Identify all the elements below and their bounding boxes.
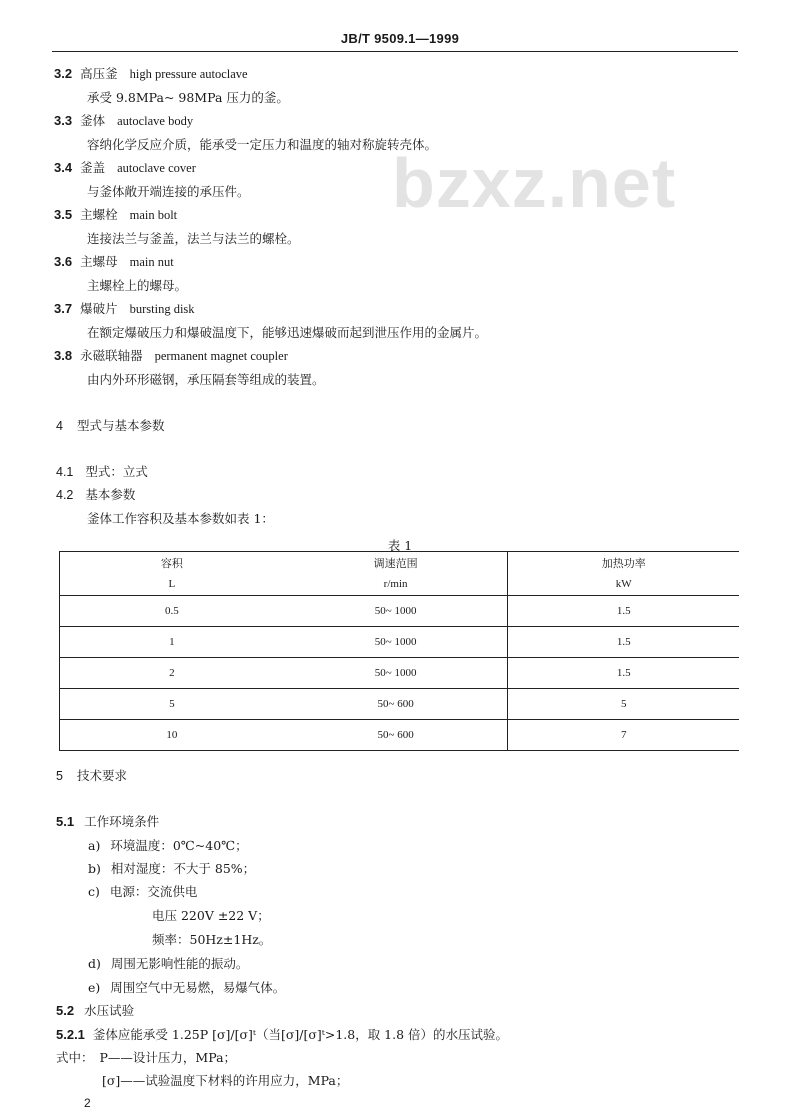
table-row — [60, 720, 740, 751]
definition-3-5-heading — [54, 207, 177, 223]
table-cell: 50~ 600 — [284, 720, 508, 751]
definition-3-3-text: 容纳化学反应介质，能承受一定压力和温度的轴对称旋转壳体。 — [87, 137, 438, 152]
definition-number: 3.6 — [54, 254, 73, 269]
table-cell: 0.5 — [60, 596, 284, 627]
condition-item-b — [88, 861, 255, 876]
item-label: d) — [88, 956, 101, 971]
definition-3-4-text: 与釜体敞开端连接的承压件。 — [87, 184, 250, 199]
definition-3-7-text: 在额定爆破压力和爆破温度下，能够迅速爆破而起到泄压作用的金属片。 — [87, 325, 488, 340]
unit-cell: r/min — [284, 573, 508, 596]
section-5-heading — [56, 768, 127, 784]
item-text: 电源：交流供电 — [109, 884, 198, 899]
definition-number: 3.4 — [54, 160, 73, 175]
section-text: 釜体应能承受 1.25P [σ]/[σ]ᵗ（当[σ]/[σ]ᵗ>1.8，取 1.8 倍）的水压试验。 — [92, 1027, 509, 1042]
section-number: 4.1 — [56, 465, 74, 479]
item-text: 周围无影响性能的振动。 — [110, 956, 249, 971]
definition-3-2-heading — [54, 66, 248, 82]
section-4-2-heading — [56, 487, 135, 503]
item-text: 环境温度：0℃~40℃； — [110, 838, 248, 853]
definition-3-5-text: 连接法兰与釜盖，法兰与法兰的螺栓。 — [87, 231, 300, 246]
section-4-heading — [56, 418, 164, 434]
section-5-2-heading — [56, 1003, 134, 1019]
table-cell: 2 — [60, 658, 284, 689]
definition-term-en: high pressure autoclave — [129, 67, 248, 81]
item-text: 周围空气中无易燃，易爆气体。 — [110, 980, 286, 995]
definition-number: 3.3 — [54, 113, 73, 128]
definition-number: 3.8 — [54, 348, 73, 363]
table-unit-row — [60, 573, 740, 596]
definition-term-cn: 爆破片 — [80, 301, 118, 316]
table-cell: 5 — [60, 689, 284, 720]
item-label: e) — [88, 980, 101, 995]
table-cell: 1 — [60, 627, 284, 658]
item-label: c) — [88, 884, 100, 899]
section-number: 4 — [56, 419, 63, 433]
definition-3-6-text: 主螺栓上的螺母。 — [87, 278, 188, 293]
formula-prefix: 式中： — [56, 1050, 94, 1065]
definition-3-6-heading — [54, 254, 174, 270]
formula-line-2: [σ]——试验温度下材料的许用应力，MPa； — [102, 1073, 349, 1088]
parameter-table — [59, 551, 739, 751]
definition-3-3-heading — [54, 113, 193, 129]
section-number: 5 — [56, 769, 63, 783]
table-cell: 7 — [508, 720, 739, 751]
table-cell: 5 — [508, 689, 739, 720]
definition-number: 3.5 — [54, 207, 73, 222]
header-cell: 加热功率 — [508, 552, 739, 574]
unit-cell: kW — [615, 578, 632, 590]
definition-term-cn: 永磁联轴器 — [80, 348, 143, 363]
condition-item-c — [88, 884, 197, 899]
table-cell: 50~ 600 — [284, 689, 508, 720]
item-label: b) — [88, 861, 101, 876]
condition-item-a — [88, 838, 248, 853]
table-header-row — [60, 552, 740, 574]
table-caption: 表 1 — [387, 538, 413, 553]
formula-line-1 — [56, 1050, 236, 1065]
section-title: 技术要求 — [76, 768, 127, 783]
definition-3-2-text: 承受 9.8MPa~ 98MPa 压力的釜。 — [87, 90, 289, 105]
section-title: 型式与基本参数 — [76, 418, 165, 433]
definition-3-8-heading — [54, 348, 288, 364]
table-row — [60, 689, 740, 720]
condition-item-e — [88, 980, 285, 995]
condition-frequency: 频率：50Hz±1Hz。 — [152, 932, 272, 947]
table-cell: 50~ 1000 — [284, 658, 508, 689]
definition-term-cn: 主螺母 — [80, 254, 118, 269]
item-label: a) — [88, 838, 101, 853]
table-cell: 1.5 — [508, 627, 739, 658]
section-title: 基本参数 — [85, 487, 136, 502]
document-number-header: JB/T 9509.1—1999 — [340, 31, 460, 46]
table-row — [60, 627, 740, 658]
section-text: 型式：立式 — [85, 464, 148, 479]
definition-number: 3.2 — [54, 66, 73, 81]
header-cell: 容积 — [60, 552, 284, 574]
definition-term-en: autoclave cover — [117, 161, 196, 175]
page-number: 2 — [84, 1096, 91, 1110]
section-number: 4.2 — [56, 488, 74, 502]
definition-term-cn: 釜体 — [80, 113, 106, 128]
definition-term-cn: 高压釜 — [80, 66, 118, 81]
watermark: bzxz.net — [392, 144, 677, 222]
header-rule — [52, 51, 738, 52]
section-5-1-heading — [56, 814, 159, 830]
definition-term-cn: 釜盖 — [80, 160, 106, 175]
definition-3-8-text: 由内外环形磁钢，承压隔套等组成的装置。 — [87, 372, 325, 387]
table-cell: 1.5 — [508, 658, 739, 689]
section-title: 工作环境条件 — [84, 814, 160, 829]
section-4-2-text: 釜体工作容积及基本参数如表 1： — [87, 511, 274, 526]
section-title: 水压试验 — [84, 1003, 135, 1018]
table-cell: 1.5 — [508, 596, 739, 627]
definition-number: 3.7 — [54, 301, 73, 316]
section-4-1 — [56, 464, 148, 480]
definition-term-en: main nut — [129, 255, 174, 269]
definition-3-4-heading — [54, 160, 196, 176]
definition-term-en: permanent magnet coupler — [154, 349, 288, 363]
definition-term-cn: 主螺栓 — [80, 207, 118, 222]
condition-voltage: 电压 220V ±22 V； — [152, 908, 270, 923]
section-number: 5.1 — [56, 814, 75, 829]
formula-text: P——设计压力，MPa； — [99, 1050, 237, 1065]
unit-cell: L — [60, 573, 284, 596]
table-row — [60, 596, 740, 627]
definition-term-en: main bolt — [129, 208, 178, 222]
definition-term-en: bursting disk — [129, 302, 195, 316]
table-row — [60, 658, 740, 689]
section-5-2-1 — [56, 1027, 508, 1043]
definition-term-en: autoclave body — [117, 114, 194, 128]
table-cell: 50~ 1000 — [284, 627, 508, 658]
item-text: 相对湿度：不大于 85%； — [110, 861, 256, 876]
section-number: 5.2.1 — [56, 1027, 85, 1042]
condition-item-d — [88, 956, 248, 971]
header-cell: 调速范围 — [284, 552, 508, 574]
section-number: 5.2 — [56, 1003, 75, 1018]
definition-3-7-heading — [54, 301, 195, 317]
table-cell: 50~ 1000 — [284, 596, 508, 627]
table-cell: 10 — [60, 720, 284, 751]
